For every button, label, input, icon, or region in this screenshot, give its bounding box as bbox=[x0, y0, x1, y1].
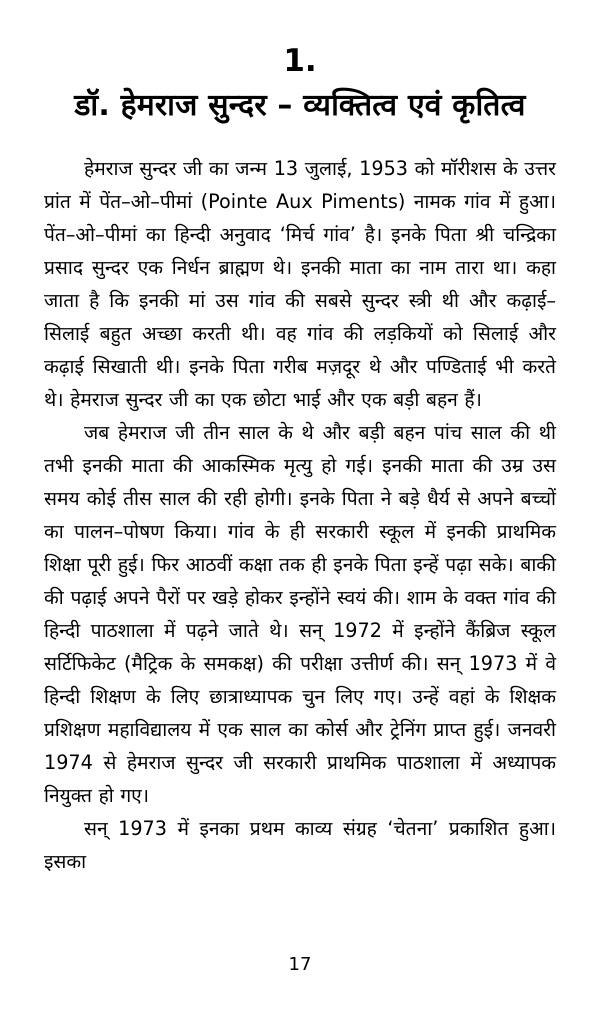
chapter-title: डॉ. हेमराज सुन्दर – व्यक्तित्व एवं कृतित्व bbox=[74, 88, 526, 124]
paragraph: हेमराज सुन्दर जी का जन्म 13 जुलाई, 1953 को मॉरीशस के उत्तर प्रांत में पेंत–ओ–पीमां (Pointe Aux Piments) नामक गांव में हुआ। पेंत–ओ–पीमां का हिन्दी अनुवाद ‘मिर्च गांव’ है। इनके पिता श्री चन्द्रिका प्रसाद सुन्दर एक निर्धन ब्राह्मण थे। इनकी माता का नाम तारा था। कहा जाता है कि इनकी मां उस गांव की सबसे सुन्दर स्त्री थी और कढ़ाई–सिलाई बहुत अच्छा करती थी। वह गांव की लड़कियों को सिलाई और कढ़ाई सिखाती थी। इनके पिता गरीब मज़दूर थे और पण्डिताई भी करते थे। हेमराज सुन्दर जी का एक छोटा भाई और एक बड़ी बहन हैं। bbox=[44, 156, 556, 411]
chapter-number: 1. bbox=[283, 43, 317, 79]
paragraph: सन् 1973 में इनका प्रथम काव्य संग्रह ‘चेतना’ प्रकाशित हुआ। इसका bbox=[44, 816, 556, 873]
body-text bbox=[44, 152, 556, 878]
page-number: 17 bbox=[288, 954, 312, 975]
paragraph: जब हेमराज जी तीन साल के थे और बड़ी बहन पांच साल की थी तभी इनकी माता की आकस्मिक मृत्यु हो गई। इनकी माता की उम्र उस समय कोई तीस साल की रही होगी। इनके पिता ने बड़े धैर्य से अपने बच्चों का पालन–पोषण किया। गांव के ही सरकारी स्कूल में इनकी प्राथमिक शिक्षा पूरी हुई। फिर आठवीं कक्षा तक ही इनके पिता इन्हें पढ़ा सके। बाकी की पढ़ाई अपने पैरों पर खड़े होकर इन्होंने स्वयं की। शाम के वक्त गांव की हिन्दी पाठशाला में पढ़ने जाते थे। सन् 1972 में इन्होंने कैंब्रिज स्कूल सर्टिफिकेट (मैट्रिक के समकक्ष) की परीक्षा उत्तीर्ण की। सन् 1973 में वे हिन्दी शिक्षण के लिए छात्राध्यापक चुन लिए गए। उन्हें वहां के शिक्षक प्रशिक्षण महाविद्यालय में एक साल का कोर्स और ट्रेनिंग प्राप्त हुई। जनवरी 1974 से हेमराज सुन्दर जी सरकारी प्राथमिक पाठशाला में अध्यापक नियुक्त हो गए। bbox=[44, 420, 556, 807]
